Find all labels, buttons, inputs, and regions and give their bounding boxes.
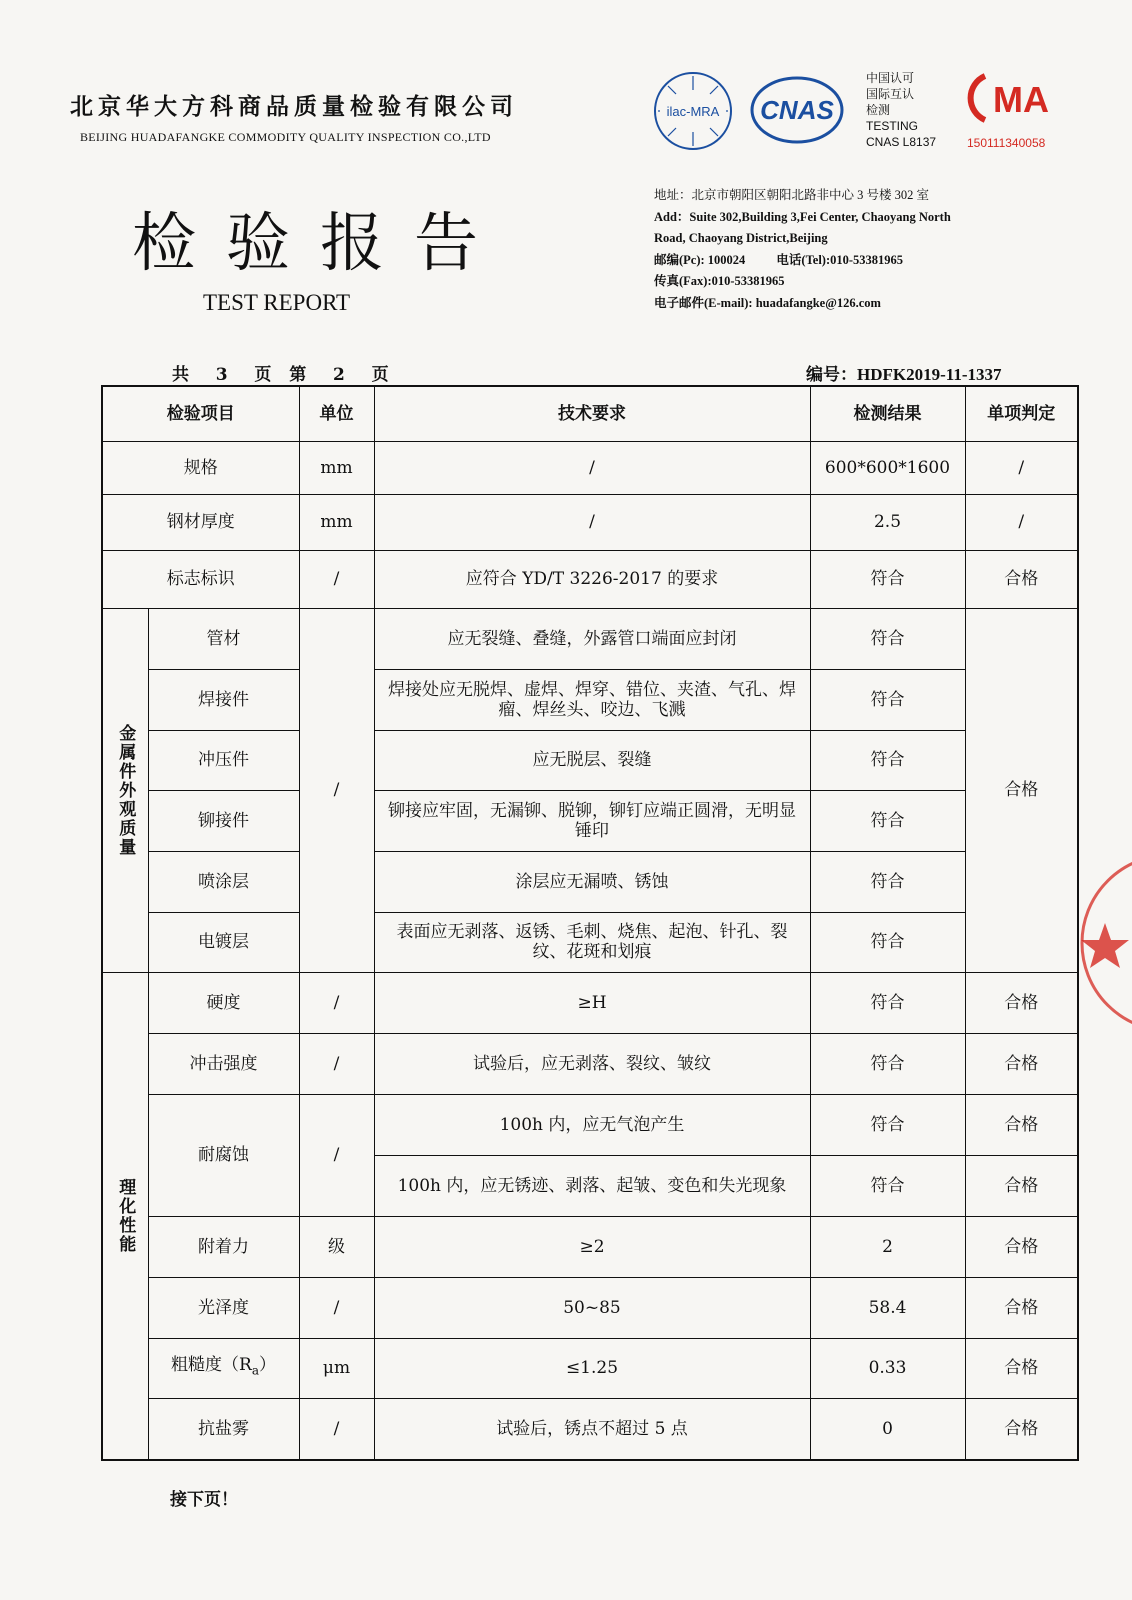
company-name-cn: 北京华大方科商品质量检验有限公司 — [70, 93, 518, 120]
requirement-cell: / — [374, 441, 810, 494]
table-row — [102, 851, 1078, 912]
table-row — [102, 972, 1078, 1033]
header-requirement: 技术要求 — [374, 386, 810, 441]
requirement-cell: 表面应无剥落、返锈、毛刺、烧焦、起泡、针孔、裂纹、花斑和划痕 — [374, 912, 810, 972]
pages-unit-2: 页 — [371, 365, 389, 385]
item-cell: 硬度 — [148, 972, 299, 1033]
table-row — [102, 608, 1078, 669]
test-results-table — [101, 385, 1079, 1461]
result-cell: 符合 — [810, 1155, 965, 1216]
cnas-logo-icon — [750, 74, 844, 146]
result-cell: 符合 — [810, 550, 965, 608]
item-cell: 抗盐雾 — [148, 1398, 299, 1460]
company-name-en: BEIJING HUADAFANGKE COMMODITY QUALITY INSPECTION CO.,LTD — [80, 130, 491, 144]
unit-cell: / — [299, 608, 374, 972]
item-cell: 耐腐蚀 — [148, 1094, 299, 1216]
header-result: 检测结果 — [810, 386, 965, 441]
address-block — [654, 185, 1034, 314]
result-cell: 0 — [810, 1398, 965, 1460]
unit-cell: / — [299, 1398, 374, 1460]
unit-cell: mm — [299, 494, 374, 550]
red-seal-icon — [1075, 848, 1132, 1038]
judgement-cell: 合格 — [965, 1033, 1078, 1094]
result-cell: 58.4 — [810, 1277, 965, 1338]
email: 电子邮件(E-mail): huadafangke@126.com — [654, 295, 881, 310]
group-label-metal — [102, 608, 148, 972]
address-cn: 地址：北京市朝阳区朝阳北路非中心 3 号楼 302 室 — [654, 188, 930, 202]
ilac-logo-text: ilac-MRA — [666, 104, 720, 119]
result-cell: 符合 — [810, 790, 965, 851]
address-en-2: Road, Chaoyang District,Beijing — [654, 231, 828, 245]
requirement-cell: ≥2 — [374, 1216, 810, 1277]
result-cell: 符合 — [810, 972, 965, 1033]
requirement-cell: ≤1.25 — [374, 1338, 810, 1398]
table-row — [102, 730, 1078, 790]
judgement-cell: / — [965, 441, 1078, 494]
group-metal-text: 金属件外观质量 — [115, 723, 136, 857]
table-row — [102, 912, 1078, 972]
unit-cell: μm — [299, 1338, 374, 1398]
table-row — [102, 1094, 1078, 1155]
unit-cell: / — [299, 972, 374, 1033]
requirement-cell: 铆接应牢固，无漏铆、脱铆，铆钉应端正圆滑，无明显锤印 — [374, 790, 810, 851]
unit-cell: / — [299, 1094, 374, 1216]
judgement-cell: 合格 — [965, 608, 1078, 972]
item-cell: 标志标识 — [102, 550, 299, 608]
table-header-row — [102, 386, 1078, 441]
table-row — [102, 790, 1078, 851]
table-row — [102, 1033, 1078, 1094]
result-cell: 2.5 — [810, 494, 965, 550]
cnas-accreditation-text — [866, 70, 936, 150]
cma-number: 150111340058 — [967, 136, 1046, 150]
judgement-cell: 合格 — [965, 1277, 1078, 1338]
item-cell — [148, 1338, 299, 1398]
unit-cell: / — [299, 1033, 374, 1094]
group-phys-text: 理化性能 — [115, 1177, 136, 1254]
address-en-1: Add：Suite 302,Building 3,Fei Center, Chaoyang North — [654, 209, 951, 224]
table-row — [102, 441, 1078, 494]
cnas-line: 检测 — [866, 103, 891, 117]
requirement-cell: 50~85 — [374, 1277, 810, 1338]
judgement-cell: 合格 — [965, 1338, 1078, 1398]
cma-logo-icon — [967, 72, 1059, 124]
result-cell: 0.33 — [810, 1338, 965, 1398]
pages-unit: 页 — [254, 365, 272, 385]
fax: 传真(Fax):010-53381965 — [654, 274, 785, 288]
next-page-note: 接下页！ — [170, 1490, 238, 1510]
group-label-phys — [102, 972, 148, 1460]
page-counter — [172, 360, 389, 385]
phone: 电话(Tel):010-53381965 — [776, 252, 904, 267]
requirement-cell: 试验后，应无剥落、裂纹、皱纹 — [374, 1033, 810, 1094]
judgement-cell: 合格 — [965, 550, 1078, 608]
result-cell: 2 — [810, 1216, 965, 1277]
item-cell: 冲压件 — [148, 730, 299, 790]
header-unit: 单位 — [299, 386, 374, 441]
table-row — [102, 1398, 1078, 1460]
item-cell: 电镀层 — [148, 912, 299, 972]
requirement-cell: 100h 内，应无气泡产生 — [374, 1094, 810, 1155]
cnas-line: 国际互认 — [866, 87, 915, 101]
table-row — [102, 550, 1078, 608]
result-cell: 符合 — [810, 669, 965, 730]
requirement-cell: 应符合 YD/T 3226-2017 的要求 — [374, 550, 810, 608]
result-cell: 符合 — [810, 851, 965, 912]
cma-logo-text: MA — [993, 79, 1049, 120]
judgement-cell: / — [965, 494, 1078, 550]
requirement-cell: ≥H — [374, 972, 810, 1033]
header-judgement: 单项判定 — [965, 386, 1078, 441]
cnas-line: 中国认可 — [866, 71, 915, 85]
unit-cell: / — [299, 550, 374, 608]
result-cell: 符合 — [810, 1033, 965, 1094]
requirement-cell: / — [374, 494, 810, 550]
page-current-label: 第 — [289, 365, 307, 385]
ilac-mra-logo-icon — [652, 70, 734, 152]
cnas-line: CNAS L8137 — [866, 135, 937, 149]
judgement-cell: 合格 — [965, 1094, 1078, 1155]
table-row — [102, 1216, 1078, 1277]
report-title-cn: 检验报告 — [132, 207, 508, 281]
item-cell: 喷涂层 — [148, 851, 299, 912]
result-cell: 符合 — [810, 608, 965, 669]
report-title-en: TEST REPORT — [203, 290, 351, 315]
requirement-cell: 100h 内，应无锈迹、剥落、起皱、变色和失光现象 — [374, 1155, 810, 1216]
pages-total-label: 共 — [172, 365, 189, 385]
unit-cell: 级 — [299, 1216, 374, 1277]
table-row — [102, 1338, 1078, 1398]
table-row — [102, 669, 1078, 730]
item-cell: 管材 — [148, 608, 299, 669]
result-cell: 600*600*1600 — [810, 441, 965, 494]
page-current: 2 — [332, 365, 345, 385]
result-cell: 符合 — [810, 912, 965, 972]
roughness-subscript: a — [251, 1363, 259, 1378]
header-item: 检验项目 — [102, 386, 299, 441]
cnas-line: TESTING — [866, 119, 919, 133]
requirement-cell: 应无裂缝、叠缝，外露管口端面应封闭 — [374, 608, 810, 669]
judgement-cell: 合格 — [965, 1398, 1078, 1460]
item-cell: 光泽度 — [148, 1277, 299, 1338]
cnas-logo-text: CNAS — [760, 95, 834, 125]
report-number: 编号：HDFK2019-11-1337 — [806, 365, 1002, 384]
item-cell: 钢材厚度 — [102, 494, 299, 550]
result-cell: 符合 — [810, 1094, 965, 1155]
judgement-cell: 合格 — [965, 1155, 1078, 1216]
result-cell: 符合 — [810, 730, 965, 790]
roughness-label: 粗糙度（R — [171, 1355, 252, 1376]
roughness-label-end: ） — [258, 1355, 276, 1376]
judgement-cell: 合格 — [965, 972, 1078, 1033]
table-row — [102, 1277, 1078, 1338]
requirement-cell: 应无脱层、裂缝 — [374, 730, 810, 790]
requirement-cell: 焊接处应无脱焊、虚焊、焊穿、错位、夹渣、气孔、焊瘤、焊丝头、咬边、飞溅 — [374, 669, 810, 730]
unit-cell: mm — [299, 441, 374, 494]
item-cell: 附着力 — [148, 1216, 299, 1277]
requirement-cell: 试验后，锈点不超过 5 点 — [374, 1398, 810, 1460]
item-cell: 规格 — [102, 441, 299, 494]
postcode: 邮编(Pc): 100024 — [654, 252, 746, 267]
item-cell: 冲击强度 — [148, 1033, 299, 1094]
pages-total: 3 — [215, 365, 228, 385]
judgement-cell: 合格 — [965, 1216, 1078, 1277]
item-cell: 焊接件 — [148, 669, 299, 730]
requirement-cell: 涂层应无漏喷、锈蚀 — [374, 851, 810, 912]
table-row — [102, 494, 1078, 550]
item-cell: 铆接件 — [148, 790, 299, 851]
unit-cell: / — [299, 1277, 374, 1338]
